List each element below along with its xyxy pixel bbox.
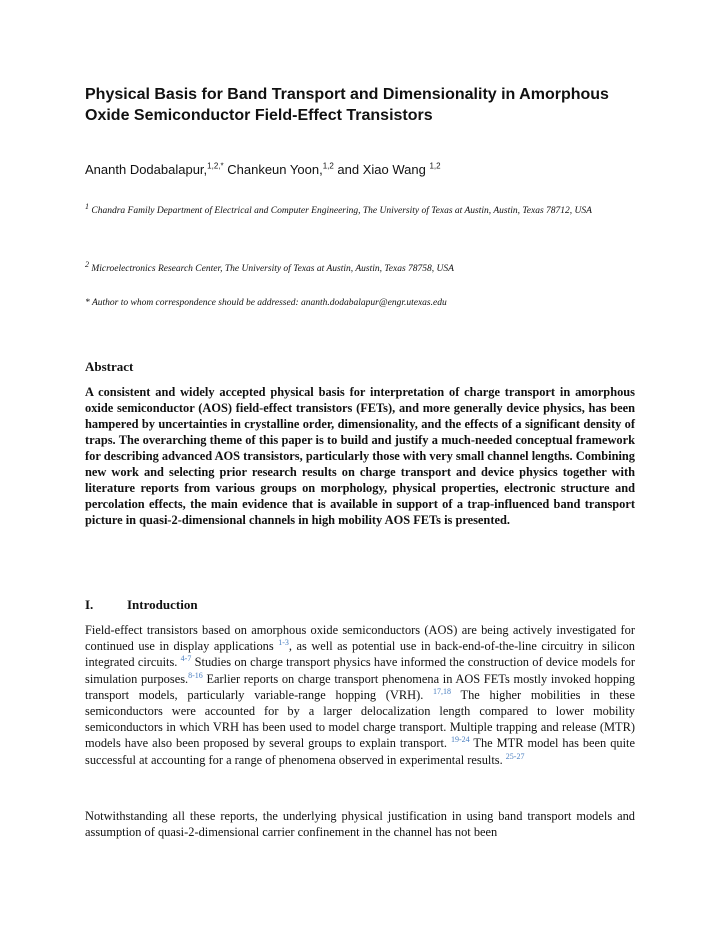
paper-title: Physical Basis for Band Transport and Dimensionality in Amorphous Oxide Semiconductor Field-Effect Transistors bbox=[85, 86, 609, 124]
affiliation-2-marker: 2 bbox=[85, 259, 89, 269]
affiliation-1-marker: 1 bbox=[85, 201, 89, 211]
intro-text-1: Field-effect transistors based on amorphous oxide semiconductors (AOS) are being actively investigated for continued use in display applications bbox=[85, 623, 635, 654]
author-separator-2: and bbox=[333, 162, 363, 177]
affiliation-2-text: Microelectronics Research Center, The University of Texas at Austin, Austin, Texas 78758, USA bbox=[89, 264, 454, 274]
intro-text-4: Earlier reports on charge transport phenomena in AOS FETs mostly invoked hopping transport models, particularly variable-range hopping (VRH). bbox=[85, 671, 636, 702]
citation-8-16[interactable]: 8-16 bbox=[188, 670, 203, 680]
affiliation-1-text: Chandra Family Department of Electrical and Computer Engineering, The University of Texas at Austin, Austin, Texas 78712, USA bbox=[89, 206, 592, 216]
author-1-name: Ananth Dodabalapur, bbox=[85, 162, 208, 177]
author-2-name: Chankeun Yoon, bbox=[227, 162, 323, 177]
introduction-paragraph-2: Notwithstanding all these reports, the underlying physical justification in using band transport models and assumption of quasi-2-dimensional carrier confinement in the channel has not been bbox=[85, 809, 635, 840]
citation-25-27[interactable]: 25-27 bbox=[505, 751, 525, 761]
section-number: I. bbox=[85, 597, 94, 612]
citation-4-7[interactable]: 4-7 bbox=[180, 654, 192, 664]
author-3-affil-marker: 1,2 bbox=[429, 161, 441, 171]
author-list bbox=[85, 162, 441, 178]
abstract-heading: Abstract bbox=[85, 359, 134, 374]
introduction-heading bbox=[85, 597, 198, 613]
intro-text-6: The MTR model has been quite successful at accounting for a range of phenomena observed in experimental results. bbox=[85, 736, 635, 767]
introduction-paragraph-1 bbox=[85, 622, 635, 768]
author-3-name: Xiao Wang bbox=[362, 162, 430, 177]
correspondence-note: * Author to whom correspondence should be addressed: ananth.dodabalapur@engr.utexas.edu bbox=[85, 298, 447, 308]
citation-17-18[interactable]: 17,18 bbox=[433, 686, 452, 696]
author-1-affil-marker: 1,2,* bbox=[207, 161, 224, 171]
intro-text-5: The higher mobilities in these semiconductors were accounted for by a larger delocalization length compared to lower mobility semiconductors in which VRH has been used to model charge transport. Multiple trapping and release (MTR) models have also been proposed by several groups to explain transport. bbox=[85, 687, 636, 751]
citation-19-24[interactable]: 19-24 bbox=[451, 735, 470, 745]
intro-text-2: , as well as potential use in back-end-of-the-line circuitry in silicon integrated circuits. bbox=[85, 639, 636, 670]
affiliation-1 bbox=[85, 200, 635, 223]
section-title: Introduction bbox=[127, 597, 198, 612]
intro-text-3: Studies on charge transport physics have informed the construction of device models for simulation purposes. bbox=[85, 655, 635, 686]
affiliation-2 bbox=[85, 258, 635, 281]
abstract-text: A consistent and widely accepted physical basis for interpretation of charge transport in amorphous oxide semiconductor (AOS) field-effect transistors (FETs), and more generally device physics, has been hampered by uncertainties in crystalline order, dimensionality, and the effects of a significant density of traps. The overarching theme of this paper is to build and justify a much-needed conceptual framework for describing advanced AOS transistors, particularly those with very small channel lengths. Combining new work and selecting prior research results on charge transport and device physics together with literature reports from various groups on morphology, physical properties, electronic structure and percolation effects, the main evidence that is available in support of a trap-influenced band transport picture in quasi-2-dimensional channels in high mobility AOS FETs is presented. bbox=[85, 385, 635, 527]
author-2-affil-marker: 1,2 bbox=[322, 161, 334, 171]
citation-1-3[interactable]: 1-3 bbox=[278, 638, 289, 648]
